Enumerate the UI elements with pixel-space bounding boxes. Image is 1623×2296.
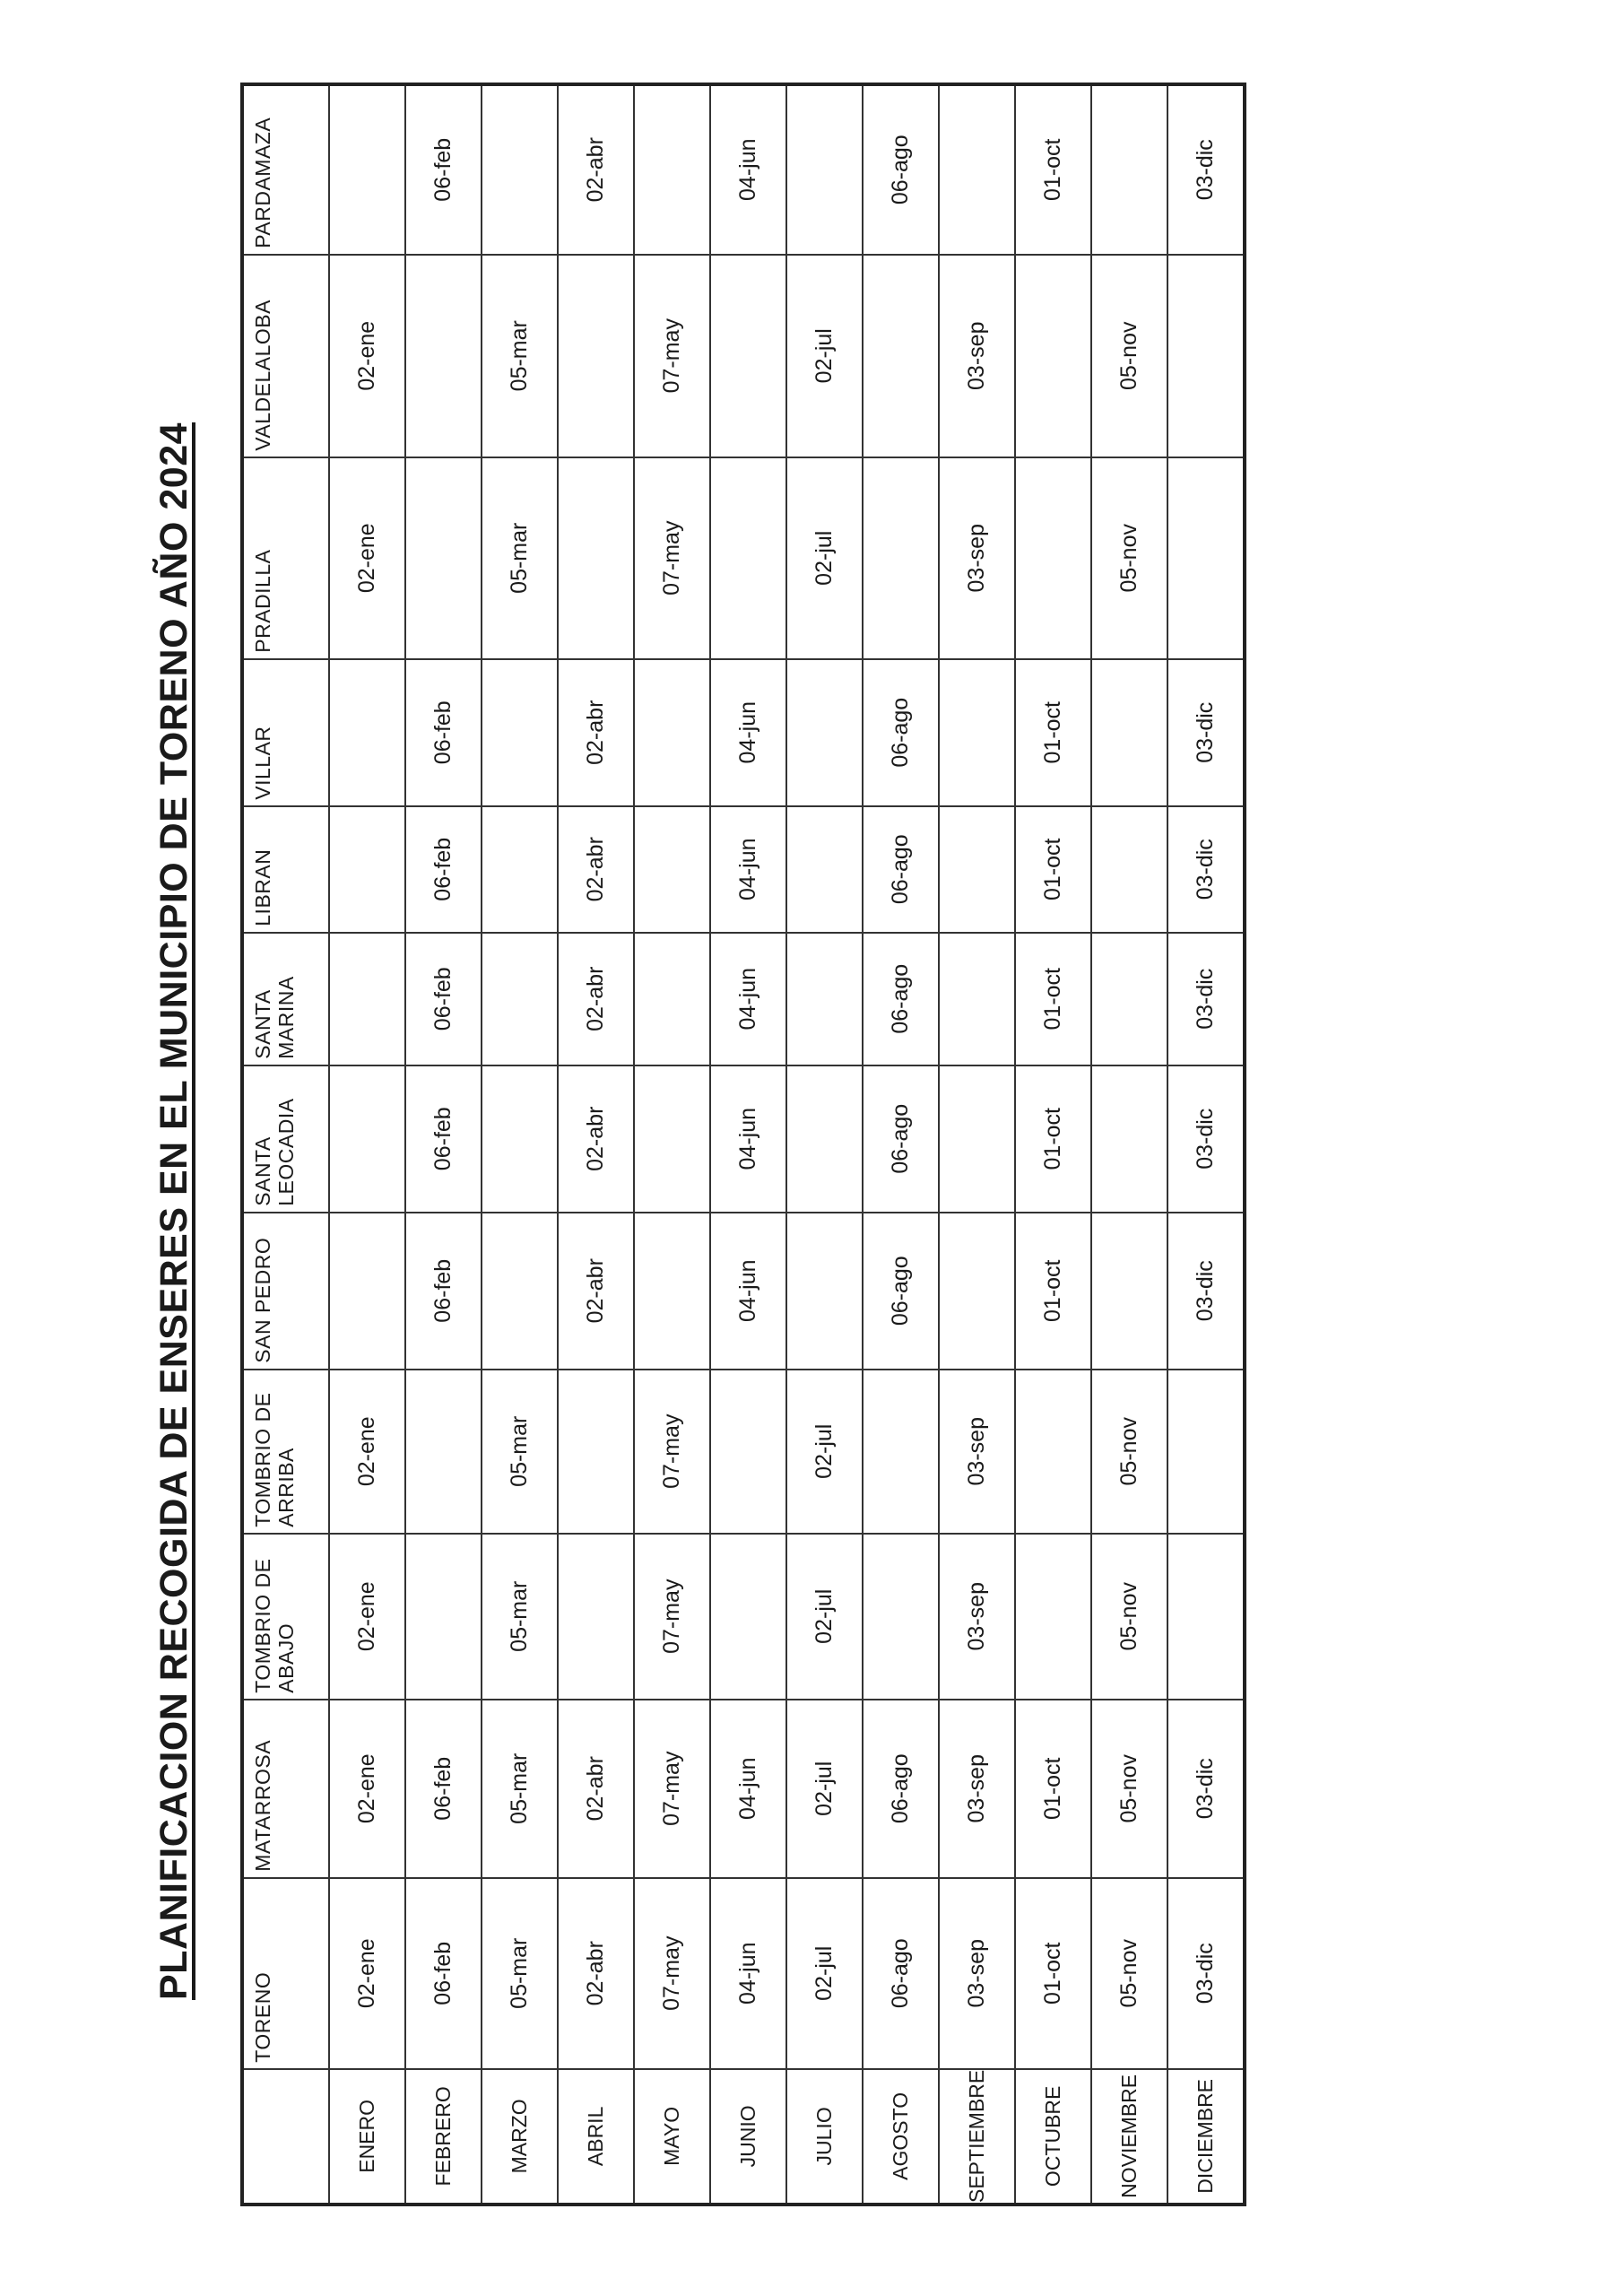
date-cell: 05-nov (1091, 1534, 1167, 1700)
date-cell: 05-mar (482, 255, 558, 457)
date-cell: 06-ago (863, 1878, 939, 2069)
date-cell (786, 1065, 863, 1213)
date-cell: 02-ene (329, 1534, 405, 1700)
table-row (329, 84, 405, 2205)
date-cell (863, 1370, 939, 1534)
table-row (558, 84, 634, 2205)
date-cell (1167, 1534, 1245, 1700)
month-cell: DICIEMBRE (1167, 2069, 1245, 2205)
date-cell (558, 1370, 634, 1534)
date-cell (939, 933, 1015, 1065)
date-cell: 03-dic (1167, 84, 1245, 255)
date-cell (405, 457, 482, 659)
date-cell: 06-ago (863, 1700, 939, 1878)
date-cell: 01-oct (1015, 806, 1091, 933)
header-row (242, 84, 329, 2205)
collection-schedule-table (240, 83, 1246, 2206)
date-cell: 04-jun (710, 1878, 786, 2069)
month-cell: ABRIL (558, 2069, 634, 2205)
date-cell: 05-nov (1091, 1878, 1167, 2069)
date-cell: 03-dic (1167, 1700, 1245, 1878)
date-cell: 05-nov (1091, 1370, 1167, 1534)
month-cell: OCTUBRE (1015, 2069, 1091, 2205)
date-cell: 04-jun (710, 1065, 786, 1213)
date-cell (482, 806, 558, 933)
date-cell: 03-dic (1167, 933, 1245, 1065)
date-cell (329, 659, 405, 806)
date-cell: 02-abr (558, 1065, 634, 1213)
date-cell: 06-feb (405, 84, 482, 255)
date-cell (1091, 933, 1167, 1065)
column-header: SANTA LEOCADIA (242, 1065, 329, 1213)
date-cell: 05-nov (1091, 255, 1167, 457)
date-cell (786, 933, 863, 1065)
date-cell: 03-dic (1167, 1878, 1245, 2069)
date-cell (634, 933, 710, 1065)
column-header: PARDAMAZA (242, 84, 329, 255)
date-cell: 02-ene (329, 1370, 405, 1534)
date-cell: 04-jun (710, 933, 786, 1065)
date-cell: 05-mar (482, 1370, 558, 1534)
table-body (329, 84, 1245, 2205)
date-cell (405, 1370, 482, 1534)
date-cell (482, 84, 558, 255)
date-cell (710, 1534, 786, 1700)
date-cell: 01-oct (1015, 1878, 1091, 2069)
date-cell (329, 806, 405, 933)
date-cell: 03-sep (939, 1370, 1015, 1534)
corner-cell (242, 2069, 329, 2205)
date-cell: 06-feb (405, 1213, 482, 1370)
date-cell: 03-sep (939, 255, 1015, 457)
date-cell: 03-dic (1167, 1065, 1245, 1213)
date-cell (482, 1065, 558, 1213)
date-cell (1015, 255, 1091, 457)
date-cell: 06-ago (863, 933, 939, 1065)
date-cell (1091, 84, 1167, 255)
date-cell (939, 1065, 1015, 1213)
date-cell (1015, 1370, 1091, 1534)
date-cell: 01-oct (1015, 1065, 1091, 1213)
date-cell: 06-feb (405, 1700, 482, 1878)
table-row (786, 84, 863, 2205)
date-cell: 02-ene (329, 1700, 405, 1878)
date-cell (939, 806, 1015, 933)
month-cell: NOVIEMBRE (1091, 2069, 1167, 2205)
date-cell: 02-ene (329, 457, 405, 659)
date-cell: 02-abr (558, 933, 634, 1065)
date-cell: 02-abr (558, 659, 634, 806)
date-cell (1015, 457, 1091, 659)
date-cell (1091, 806, 1167, 933)
column-header: VILLAR (242, 659, 329, 806)
date-cell: 04-jun (710, 1700, 786, 1878)
date-cell: 01-oct (1015, 659, 1091, 806)
date-cell: 03-sep (939, 1878, 1015, 2069)
date-cell (939, 84, 1015, 255)
date-cell: 05-mar (482, 457, 558, 659)
date-cell (939, 1213, 1015, 1370)
date-cell: 04-jun (710, 84, 786, 255)
date-cell (558, 1534, 634, 1700)
date-cell: 02-jul (786, 1370, 863, 1534)
date-cell (1091, 1213, 1167, 1370)
column-header: TORENO (242, 1878, 329, 2069)
table-row (863, 84, 939, 2205)
date-cell: 02-abr (558, 1700, 634, 1878)
date-cell: 02-abr (558, 806, 634, 933)
date-cell: 04-jun (710, 806, 786, 933)
date-cell: 02-jul (786, 457, 863, 659)
date-cell (634, 84, 710, 255)
date-cell (329, 84, 405, 255)
date-cell: 05-mar (482, 1878, 558, 2069)
date-cell: 02-jul (786, 255, 863, 457)
date-cell: 03-dic (1167, 1213, 1245, 1370)
column-header: TOMBRIO DE ABAJO (242, 1534, 329, 1700)
column-header: SANTA MARINA (242, 933, 329, 1065)
month-cell: MARZO (482, 2069, 558, 2205)
date-cell: 02-jul (786, 1700, 863, 1878)
date-cell: 04-jun (710, 659, 786, 806)
date-cell: 02-abr (558, 1878, 634, 2069)
table-row (939, 84, 1015, 2205)
date-cell (1091, 1065, 1167, 1213)
date-cell: 01-oct (1015, 1213, 1091, 1370)
date-cell (863, 457, 939, 659)
month-cell: JUNIO (710, 2069, 786, 2205)
date-cell (863, 255, 939, 457)
date-cell (710, 457, 786, 659)
date-cell (1015, 1534, 1091, 1700)
date-cell: 01-oct (1015, 1700, 1091, 1878)
date-cell: 03-dic (1167, 806, 1245, 933)
date-cell: 06-ago (863, 659, 939, 806)
date-cell: 06-feb (405, 806, 482, 933)
date-cell: 03-sep (939, 1700, 1015, 1878)
date-cell (482, 933, 558, 1065)
date-cell (710, 255, 786, 457)
date-cell (1167, 457, 1245, 659)
date-cell: 02-abr (558, 1213, 634, 1370)
table-row (634, 84, 710, 2205)
date-cell (329, 1213, 405, 1370)
date-cell: 06-ago (863, 806, 939, 933)
date-cell: 06-ago (863, 84, 939, 255)
date-cell: 02-jul (786, 1534, 863, 1700)
date-cell: 07-may (634, 1878, 710, 2069)
date-cell: 02-abr (558, 84, 634, 255)
table-row (482, 84, 558, 2205)
date-cell (786, 1213, 863, 1370)
month-cell: SEPTIEMBRE (939, 2069, 1015, 2205)
date-cell (482, 659, 558, 806)
date-cell (1167, 255, 1245, 457)
date-cell: 01-oct (1015, 84, 1091, 255)
date-cell: 05-mar (482, 1534, 558, 1700)
date-cell (558, 255, 634, 457)
table-row (1015, 84, 1091, 2205)
table-row (405, 84, 482, 2205)
column-header: VALDELALOBA (242, 255, 329, 457)
date-cell: 01-oct (1015, 933, 1091, 1065)
date-cell: 06-feb (405, 933, 482, 1065)
date-cell: 07-may (634, 255, 710, 457)
date-cell (863, 1534, 939, 1700)
date-cell (634, 1213, 710, 1370)
date-cell: 06-feb (405, 659, 482, 806)
date-cell: 06-ago (863, 1213, 939, 1370)
date-cell: 05-nov (1091, 457, 1167, 659)
date-cell: 03-dic (1167, 659, 1245, 806)
date-cell: 07-may (634, 1370, 710, 1534)
column-header: MATARROSA (242, 1700, 329, 1878)
date-cell (1167, 1370, 1245, 1534)
date-cell (710, 1370, 786, 1534)
date-cell (405, 255, 482, 457)
table-row (1167, 84, 1245, 2205)
date-cell: 04-jun (710, 1213, 786, 1370)
date-cell: 02-ene (329, 1878, 405, 2069)
date-cell (482, 1213, 558, 1370)
column-header: TOMBRIO DE ARRIBA (242, 1370, 329, 1534)
date-cell (634, 659, 710, 806)
date-cell (558, 457, 634, 659)
column-header: PRADILLA (242, 457, 329, 659)
date-cell: 03-sep (939, 457, 1015, 659)
date-cell (405, 1534, 482, 1700)
date-cell (634, 1065, 710, 1213)
date-cell (939, 659, 1015, 806)
table-row (1091, 84, 1167, 2205)
date-cell: 06-ago (863, 1065, 939, 1213)
month-cell: AGOSTO (863, 2069, 939, 2205)
date-cell (329, 1065, 405, 1213)
date-cell: 07-may (634, 457, 710, 659)
date-cell: 07-may (634, 1534, 710, 1700)
column-header: LIBRAN (242, 806, 329, 933)
date-cell: 06-feb (405, 1878, 482, 2069)
date-cell: 02-ene (329, 255, 405, 457)
date-cell: 03-sep (939, 1534, 1015, 1700)
date-cell: 06-feb (405, 1065, 482, 1213)
document-title: PLANIFICACION RECOGIDA DE ENSERES EN EL MUNICIPIO DE TORENO AÑO 2024 (152, 422, 195, 2000)
table-row (710, 84, 786, 2205)
date-cell (329, 933, 405, 1065)
date-cell (786, 659, 863, 806)
date-cell (786, 84, 863, 255)
date-cell (786, 806, 863, 933)
month-cell: FEBRERO (405, 2069, 482, 2205)
date-cell (1091, 659, 1167, 806)
month-cell: MAYO (634, 2069, 710, 2205)
date-cell: 05-nov (1091, 1700, 1167, 1878)
date-cell (634, 806, 710, 933)
month-cell: JULIO (786, 2069, 863, 2205)
column-header: SAN PEDRO (242, 1213, 329, 1370)
month-cell: ENERO (329, 2069, 405, 2205)
date-cell: 02-jul (786, 1878, 863, 2069)
date-cell: 07-may (634, 1700, 710, 1878)
date-cell: 05-mar (482, 1700, 558, 1878)
